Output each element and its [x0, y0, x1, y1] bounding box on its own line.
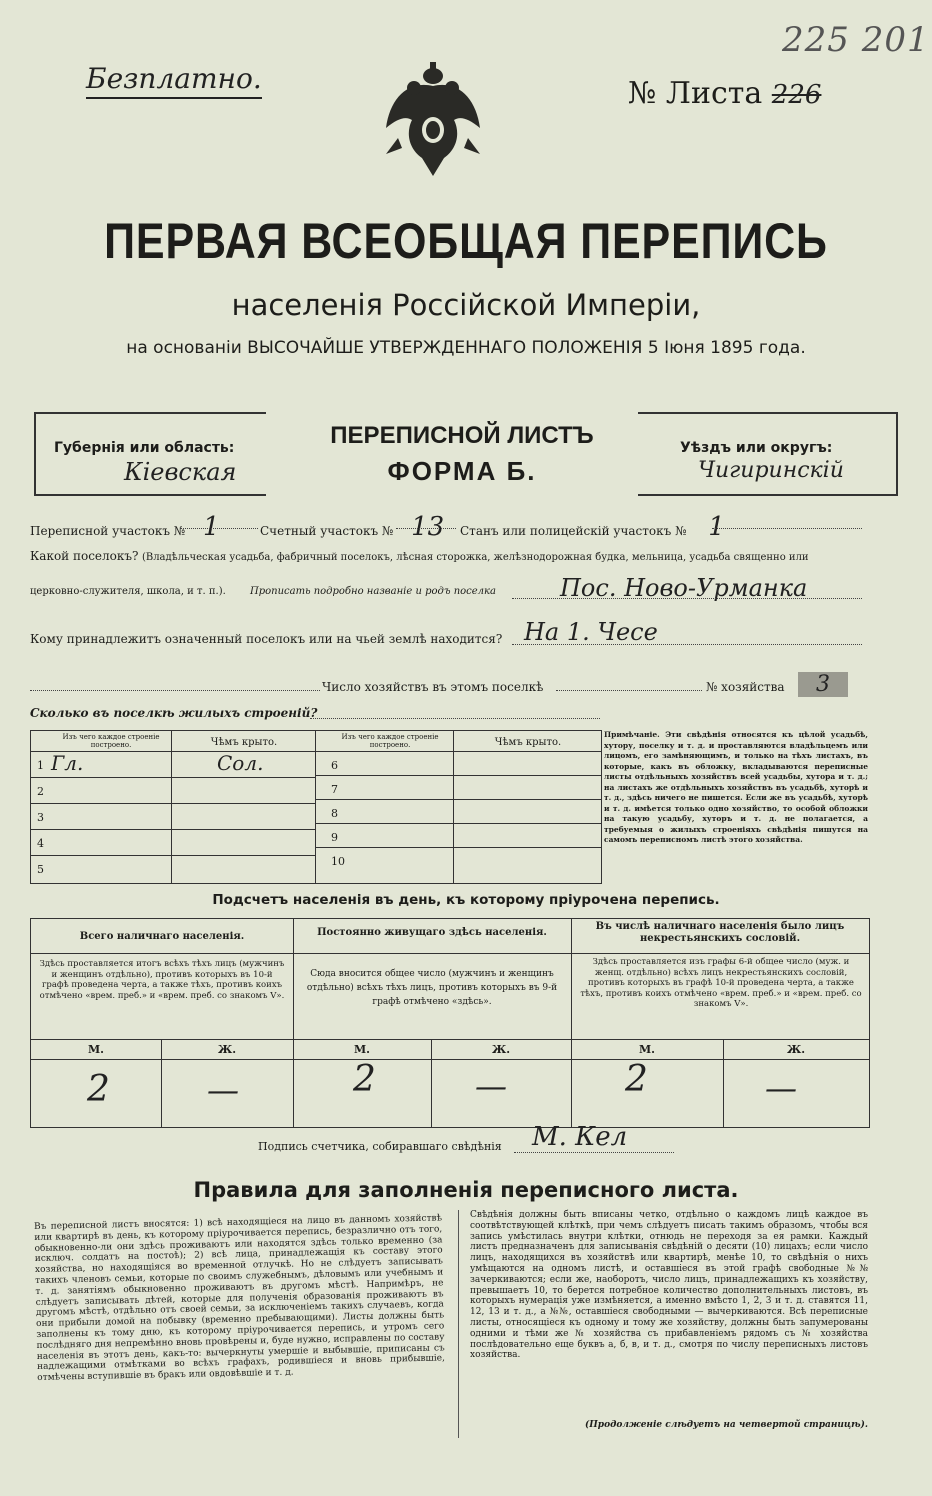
building-row: [315, 847, 601, 871]
census-title: ПЕРВАЯ ВСЕОБЩАЯ ПЕРЕПИСЬ: [104, 213, 828, 269]
building-row: [31, 855, 315, 881]
gubernia-value: Кіевская: [124, 458, 237, 486]
building-row: [315, 823, 601, 847]
rules-title: Правила для заполненія переписного листа.: [193, 1178, 739, 1202]
signature-label: Подпись счетчика, собиравшаго свѣдѣнія: [258, 1140, 502, 1153]
rules-left-text: Въ переписной листъ вносятся: 1) всѣ находящіеся на лицо въ данномъ хозяйствѣ или квартирѣ въ день, къ которому пріурочивается перепись, безразлично отъ того, обыкновенно-ли они здѣсь проживаютъ или находятся здѣсь только временно (за исключ. солдатъ на постоѣ); 2) всѣ лица, принадлежащія къ составу этого хозяйства, но находящіяся во временной отлучкѣ. Но не слѣдуетъ записывать такихъ членовъ семьи, которые по своимъ служебнымъ, дѣловымъ или учебнымъ и т. д. занятіямъ обыкновенно проживаютъ въ другомъ мѣстѣ. Напримѣръ, не слѣдуетъ записывать дѣтей, которые для полученія образованія проживаютъ въ другомъ мѣстѣ, отдѣльно отъ своей семьи, за исключеніемъ такихъ случаевъ, когда они прибыли домой на побывку (временно пребывающими). Листы должны быть заполнены къ тому дню, къ которому пріурочивается перепись, и утромъ сего послѣдняго дня непремѣнно вновь провѣрены и, буде нужно, исправлены по составу населенія въ этотъ день, какъ-то: вычеркнуты умершіе и выбывшіе, приписаны съ надлежащими отмѣтками во всѣхъ графахъ, родившіеся и вновь прибывшіе, отмѣчены вступившіе въ бракъ или овдовѣвшіе и т. д.: [34, 1213, 446, 1384]
free-label: Безплатно.: [86, 62, 262, 99]
building-row: [31, 803, 315, 829]
m-label-1: М.: [87, 1043, 104, 1056]
count-table: [30, 918, 870, 1128]
household-number-value: 3: [798, 672, 848, 697]
right-col1-header: Изъ чего каждое строеніе построено.: [341, 733, 439, 749]
sheet-title: ПЕРЕПИСНОЙ ЛИСТЪ: [330, 422, 594, 449]
uezd-value: Чигиринскій: [698, 458, 844, 483]
signature-value: М. Кел: [532, 1122, 628, 1152]
building-row: [315, 751, 601, 775]
census-subtitle: населенія Россійской Имперіи,: [231, 288, 701, 322]
stan-value: 1: [708, 512, 725, 542]
row-number: 9: [331, 831, 338, 844]
permanent-male-value: 2: [353, 1059, 376, 1100]
row-number: 2: [37, 785, 44, 798]
f-label-2: Ж.: [491, 1043, 511, 1056]
row-number: 6: [331, 759, 338, 772]
building-row: [31, 751, 315, 777]
note-text: Эти свѣдѣнія относятся къ цѣлой усадьбѣ, хутору, поселку и т. д. и проставляются владѣльцемъ или лицомъ, его замѣняющимъ, и только на тѣхъ листахъ, въ которые, какъ въ обложку, вкладываются переписные листы отдѣльныхъ хозяйствъ всей усадьбы, хутора и т. д.; на листахъ же отдѣльныхъ хозяйствъ въ усадьбѣ, хуторѣ и т. д., здѣсь ничего не пишется. Если же въ усадьбѣ, хуторѣ и т. д. имѣется только одно хозяйство, то особой обложки на такую усадьбу, хуторъ и т. д. не полагается, а требуемыя о жилыхъ строеніяхъ свѣдѣнія пишутся на самомъ переписномъ листѣ этого хозяйства.: [604, 730, 868, 844]
total-population-title: Всего наличнаго населенія.: [79, 931, 245, 942]
buildings-table: [30, 730, 602, 884]
row-number: 5: [37, 863, 44, 876]
total-male-value: 2: [87, 1069, 110, 1110]
row-number: 8: [331, 807, 338, 820]
buildings-label: Сколько въ поселкѣ жилыхъ строеній?: [30, 706, 318, 720]
row-number: 7: [331, 783, 338, 796]
m-label-3: М.: [638, 1043, 655, 1056]
count-area-label: Счетный участокъ №: [260, 524, 394, 538]
rules-right-text: Свѣдѣнія должны быть вписаны четко, отдѣльно о каждомъ лицѣ каждое въ соотвѣтствующей клѣткѣ, при чемъ слѣдуетъ писать такимъ образомъ, чтобы вся запись умѣстилась внутри клѣтки, отнюдь не переходя за ея рамки. Каждый листъ предназначенъ для записыванія свѣдѣній о десяти (10) лицахъ; если число лицъ, находящихся въ хозяйствѣ или квартирѣ, менѣе 10, то свѣдѣнія о нихъ умѣщаются на одномъ листѣ, и оставшіеся въ этой графѣ свободные №№ зачеркиваются; если же, наоборотъ, число лицъ, принадлежащихъ къ хозяйству, превышаетъ 10, то берется потребное количество дополнительныхъ листовъ, въ которыхъ нумерація уже измѣняется, а именно вмѣсто 1, 2, 3 и т. д. ставятся 11, 12, 13 и т. д., а №№, оставшіеся свободными — вычеркиваются. Всѣ переписные листы, относящіеся къ одному и тому же хозяйству, должны быть запумерованы одними и тѣми же № хозяйства съ прибавленіемъ рядомъ съ № хозяйства послѣдовательно еще буквъ а, б, в, и т. д., смотря по числу переписныхъ листовъ хозяйства.: [470, 1210, 868, 1361]
stan-field: [460, 512, 725, 542]
owner-value: На 1. Чесе: [524, 618, 658, 646]
households-label: Число хозяйствъ въ этомъ поселкѣ: [322, 680, 544, 694]
total-population-text: Здѣсь проставляется итогъ всѣхъ тѣхъ лицъ (мужчинъ и женщинъ отдѣльно), противъ которыхъ въ 10-й графѣ проведена черта, а также тѣхъ, противъ коихъ отмѣчено «врем. преб.» и «врем. преб. со знакомъ V».: [39, 959, 285, 1001]
sheet-number-label: № Листа: [628, 76, 763, 111]
gubernia-label: Губернія или область:: [54, 440, 235, 456]
settlement-row: [30, 548, 870, 566]
building-row: [31, 777, 315, 803]
non-peasant-text: Здѣсь проставляется изъ графы 6-й общее число (муж. и женщ. отдѣльно) всѣхъ лицъ некрестьянскихъ сословій, противъ которыхъ въ графѣ 10-й проведена черта, а также тѣхъ, противъ коихъ отмѣчено «врем. преб.» и «врем. преб. со знакомъ V».: [580, 957, 862, 1009]
building-row: [315, 775, 601, 799]
row-number: 10: [331, 855, 345, 868]
form-name: ФОРМА Б.: [387, 456, 537, 486]
row-number: 3: [37, 811, 44, 824]
sheet-number: [628, 76, 821, 111]
building-material: Гл.: [51, 751, 84, 775]
building-roof: Сол.: [217, 751, 264, 775]
settlement-hint: (Владѣльческая усадьба, фабричный поселокъ, лѣсная сторожка, желѣзнодорожная будка, мельница, усадьба священно или: [141, 552, 809, 563]
census-area-label: Переписной участокъ №: [30, 524, 186, 538]
census-area-value: 1: [202, 512, 220, 542]
permanent-population-text: Сюда вносится общее число (мужчинъ и женщинъ отдѣльно) всѣхъ тѣхъ лицъ, противъ которыхъ въ 9-й графѣ отмѣчено «здѣсь».: [306, 969, 558, 1007]
right-col2-header: Чѣмъ крыто.: [494, 737, 562, 748]
archive-number: 225 201: [782, 20, 930, 60]
non-peasant-male-value: 2: [625, 1059, 648, 1100]
non-peasant-title: Въ числѣ наличнаго населенія было лицъ некрестьянскихъ сословій.: [595, 921, 845, 944]
row-number: 4: [37, 837, 44, 850]
settlement-label: Какой поселокъ?: [30, 549, 139, 563]
settlement-instruction: Прописать подробно названіе и родъ поселка: [250, 586, 496, 597]
settlement-hint2: церковно-служителя, школа, и т. п.).: [30, 586, 226, 597]
household-number-label: № хозяйства: [706, 680, 785, 694]
form-box: [34, 412, 898, 494]
count-title: Подсчетъ населенія въ день, къ которому пріурочена перепись.: [212, 892, 720, 908]
left-col1-header: Изъ чего каждое строеніе построено.: [62, 733, 160, 749]
building-row: [315, 799, 601, 823]
total-female-value: —: [207, 1071, 239, 1109]
f-label-3: Ж.: [786, 1043, 806, 1056]
note-title: Примѣчаніе.: [604, 730, 660, 739]
rules-continued: (Продолженіе слѣдуетъ на четвертой страницѣ).: [585, 1420, 868, 1430]
count-area-field: [260, 512, 444, 542]
count-area-value: 13: [411, 512, 445, 542]
imperial-eagle-icon: [378, 58, 488, 188]
permanent-population-title: Постоянно живущаго здѣсь населенія.: [317, 927, 547, 938]
building-row: [31, 829, 315, 855]
note-block: [604, 730, 868, 846]
permanent-female-value: —: [475, 1067, 507, 1105]
non-peasant-female-value: —: [765, 1069, 797, 1107]
row-number: 1: [37, 759, 44, 772]
m-label-2: М.: [353, 1043, 370, 1056]
settlement-value: Пос. Ново-Урманка: [560, 574, 808, 602]
left-col2-header: Чѣмъ крыто.: [210, 737, 278, 748]
uezd-label: Уѣздъ или округъ:: [680, 440, 833, 456]
owner-label: Кому принадлежитъ означенный поселокъ или на чьей землѣ находится?: [30, 632, 503, 646]
census-area-field: [30, 512, 220, 542]
census-basis: на основаніи ВЫСОЧАЙШЕ УТВЕРЖДЕННАГО ПОЛОЖЕНІЯ 5 Іюня 1895 года.: [126, 338, 806, 358]
f-label-1: Ж.: [217, 1043, 237, 1056]
stan-label: Станъ или полицейскій участокъ №: [460, 524, 687, 538]
sheet-number-value: 226: [771, 80, 822, 110]
